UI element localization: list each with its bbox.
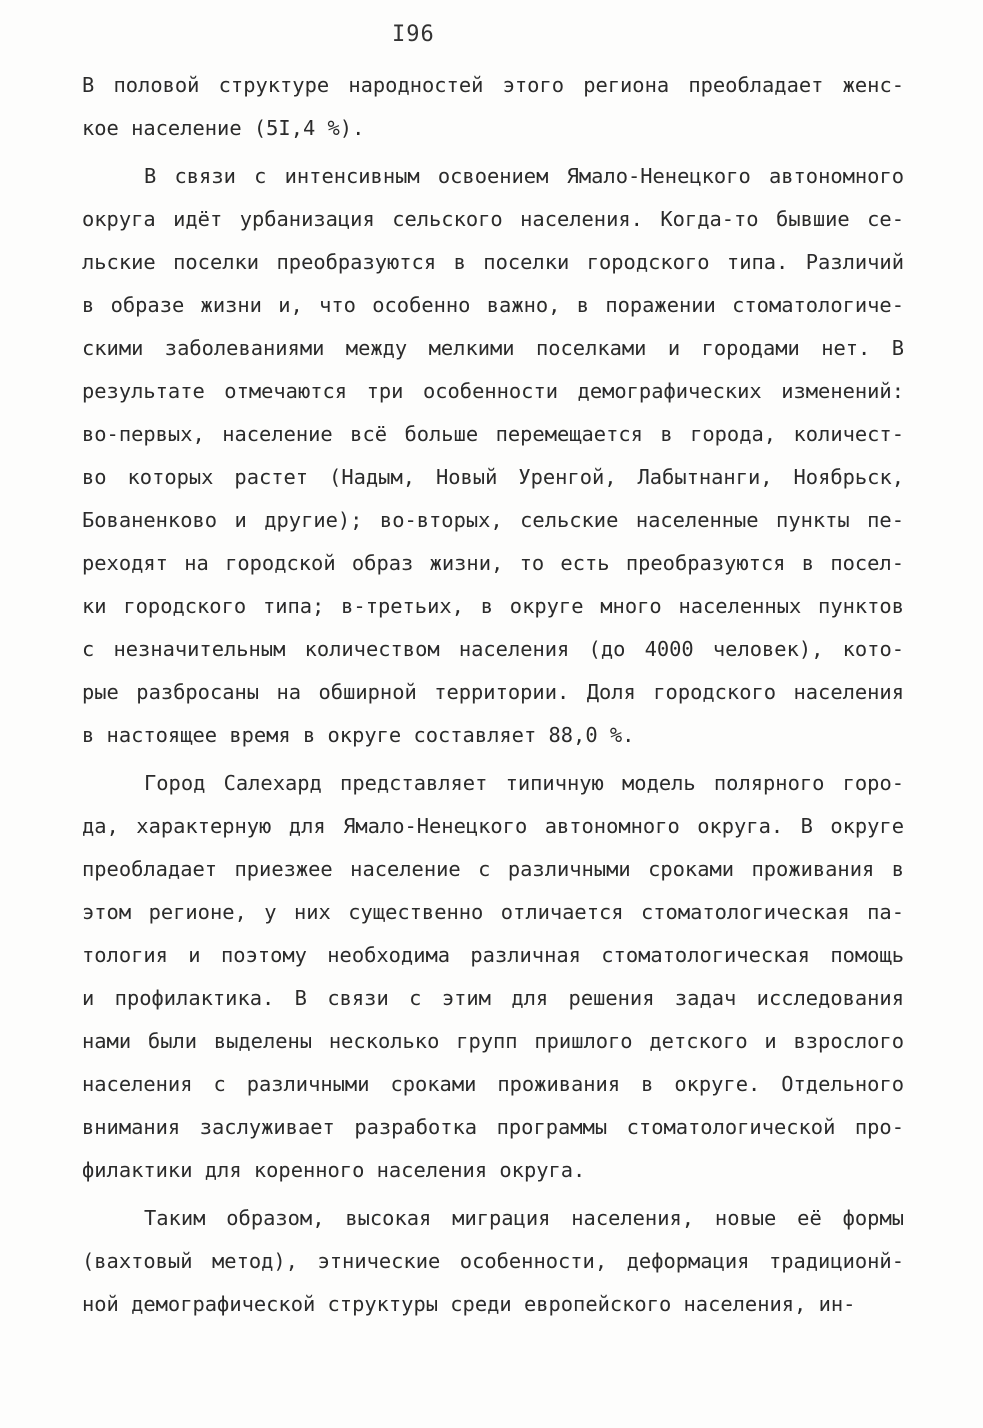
text-line: и профилактика. В связи с этим для решения задач исследования <box>82 986 904 1010</box>
text-line: нами были выделены несколько групп пришлого детского и взрослого <box>82 1029 904 1053</box>
paragraph <box>82 64 904 150</box>
text-line: этом регионе, у них существенно отличается стоматологическая па- <box>82 900 904 924</box>
text-line: во которых растет (Надым, Новый Уренгой, Лабытнанги, Ноябрьск, <box>82 465 904 489</box>
text-line: кое население (5I,4 %). <box>82 116 365 140</box>
text-line: Таким образом, высокая миграция населения, новые её формы <box>144 1206 904 1230</box>
body-text <box>82 64 904 1326</box>
page-number: I96 <box>392 22 435 47</box>
text-line: Город Салехард представляет типичную модель полярного горо- <box>144 771 904 795</box>
text-line: результате отмечаются три особенности демографических изменений: <box>82 379 904 403</box>
text-line: населения с различными сроками проживания в округе. Отдельного <box>82 1072 904 1096</box>
text-line: в настоящее время в округе составляет 88,0 %. <box>82 723 635 747</box>
text-line: округа идёт урбанизация сельского населения. Когда-то бывшие се- <box>82 207 904 231</box>
text-line: да, характерную для Ямало-Ненецкого автономного округа. В округе <box>82 814 904 838</box>
paragraph <box>82 1197 904 1326</box>
text-line: с незначительным количеством населения (до 4000 человек), кото- <box>82 637 904 661</box>
text-line: рые разбросаны на обширной территории. Доля городского населения <box>82 680 904 704</box>
text-line: тология и поэтому необходима различная стоматологическая помощь <box>82 943 904 967</box>
text-line: внимания заслуживает разработка программы стоматологической про- <box>82 1115 904 1139</box>
text-line: (вахтовый метод), этнические особенности, деформация традиционй- <box>82 1249 904 1273</box>
text-line: В связи с интенсивным освоением Ямало-Ненецкого автономного <box>144 164 904 188</box>
text-line: ки городского типа; в-третьих, в округе много населенных пунктов <box>82 594 904 618</box>
text-line: филактики для коренного населения округа. <box>82 1158 586 1182</box>
text-line: В половой структуре народностей этого региона преобладает женс- <box>82 73 904 97</box>
paragraph <box>82 155 904 757</box>
text-line: во-первых, население всё больше перемещается в города, количест- <box>82 422 904 446</box>
text-line: Бованенково и другие); во-вторых, сельские населенные пункты пе- <box>82 508 904 532</box>
text-line: реходят на городской образ жизни, то есть преобразуются в посел- <box>82 551 904 575</box>
text-line: ной демографической структуры среди европейского населения, ин- <box>82 1292 856 1316</box>
text-line: льские поселки преобразуются в поселки городского типа. Различий <box>82 250 904 274</box>
text-line: скими заболеваниями между мелкими поселками и городами нет. В <box>82 336 904 360</box>
text-line: в образе жизни и, что особенно важно, в поражении стоматологиче- <box>82 293 904 317</box>
paragraph <box>82 762 904 1192</box>
text-line: преобладает приезжее население с различными сроками проживания в <box>82 857 904 881</box>
